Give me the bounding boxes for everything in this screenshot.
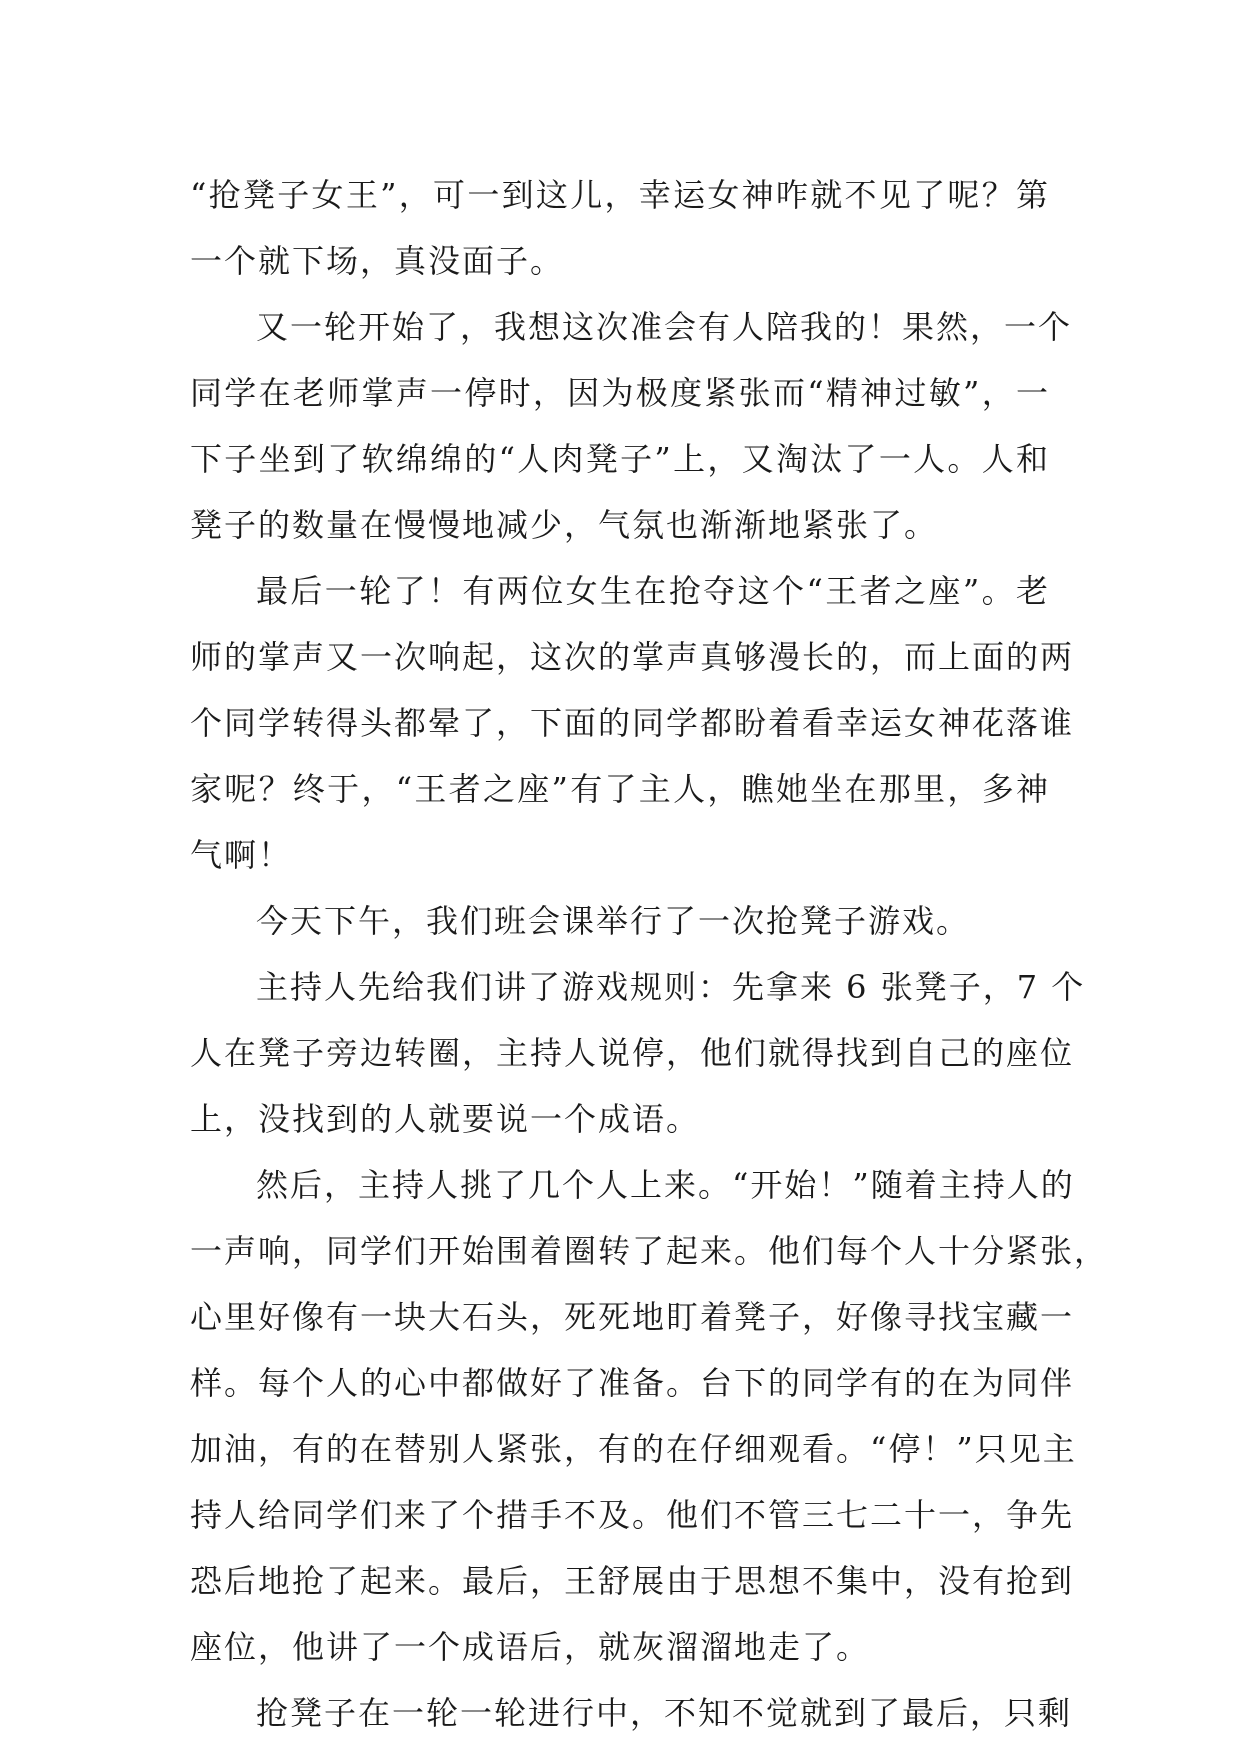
text-line: 座位，他讲了一个成语后，就灰溜溜地走了。	[190, 1628, 871, 1666]
text-line: 恐后地抢了起来。最后，王舒展由于思想不集中，没有抢到	[190, 1562, 1075, 1600]
text-line: 同学在老师掌声一停时，因为极度紧张而“精神过敏”，一	[190, 374, 1050, 412]
text-line: 今天下午，我们班会课举行了一次抢凳子游戏。	[256, 902, 971, 940]
text-line: 持人给同学们来了个措手不及。他们不管三七二十一，争先	[190, 1496, 1075, 1534]
text-line: 人在凳子旁边转圈，主持人说停，他们就得找到自己的座位	[190, 1034, 1075, 1072]
text-line: 师的掌声又一次响起，这次的掌声真够漫长的，而上面的两	[190, 638, 1075, 676]
text-line: 气啊！	[190, 836, 293, 874]
text-line: 然后，主持人挑了几个人上来。“开始！”随着主持人的	[256, 1166, 1075, 1204]
text-line: 抢凳子在一轮一轮进行中，不知不觉就到了最后，只剩	[256, 1694, 1073, 1732]
text-line: 下子坐到了软绵绵的“人肉凳子”上，又淘汰了一人。人和	[190, 440, 1050, 478]
text-line: 一声响，同学们开始围着圈转了起来。他们每个人十分紧张，	[190, 1232, 1109, 1270]
text-line: 家呢？终于，“王者之座”有了主人，瞧她坐在那里，多神	[190, 770, 1050, 808]
text-line: 样。每个人的心中都做好了准备。台下的同学有的在为同伴	[190, 1364, 1075, 1402]
text-line: 心里好像有一块大石头，死死地盯着凳子，好像寻找宝藏一	[190, 1298, 1075, 1336]
text-line: 加油，有的在替别人紧张，有的在仔细观看。“停！”只见主	[190, 1430, 1077, 1468]
text-line: 上，没找到的人就要说一个成语。	[190, 1100, 701, 1138]
text-line: 一个就下场，真没面子。	[190, 242, 565, 280]
text-line: 最后一轮了！有两位女生在抢夺这个“王者之座”。老	[256, 572, 1050, 610]
text-line: 又一轮开始了，我想这次准会有人陪我的！果然，一个	[256, 308, 1073, 346]
text-line: 凳子的数量在慢慢地减少，气氛也渐渐地紧张了。	[190, 506, 939, 544]
text-line: 主持人先给我们讲了游戏规则：先拿来 6 张凳子，7 个	[256, 968, 1086, 1006]
text-line: “抢凳子女王”，可一到这儿，幸运女神咋就不见了呢？第	[190, 176, 1050, 214]
text-line: 个同学转得头都晕了，下面的同学都盼着看幸运女神花落谁	[190, 704, 1075, 742]
essay-body	[190, 162, 1109, 1746]
